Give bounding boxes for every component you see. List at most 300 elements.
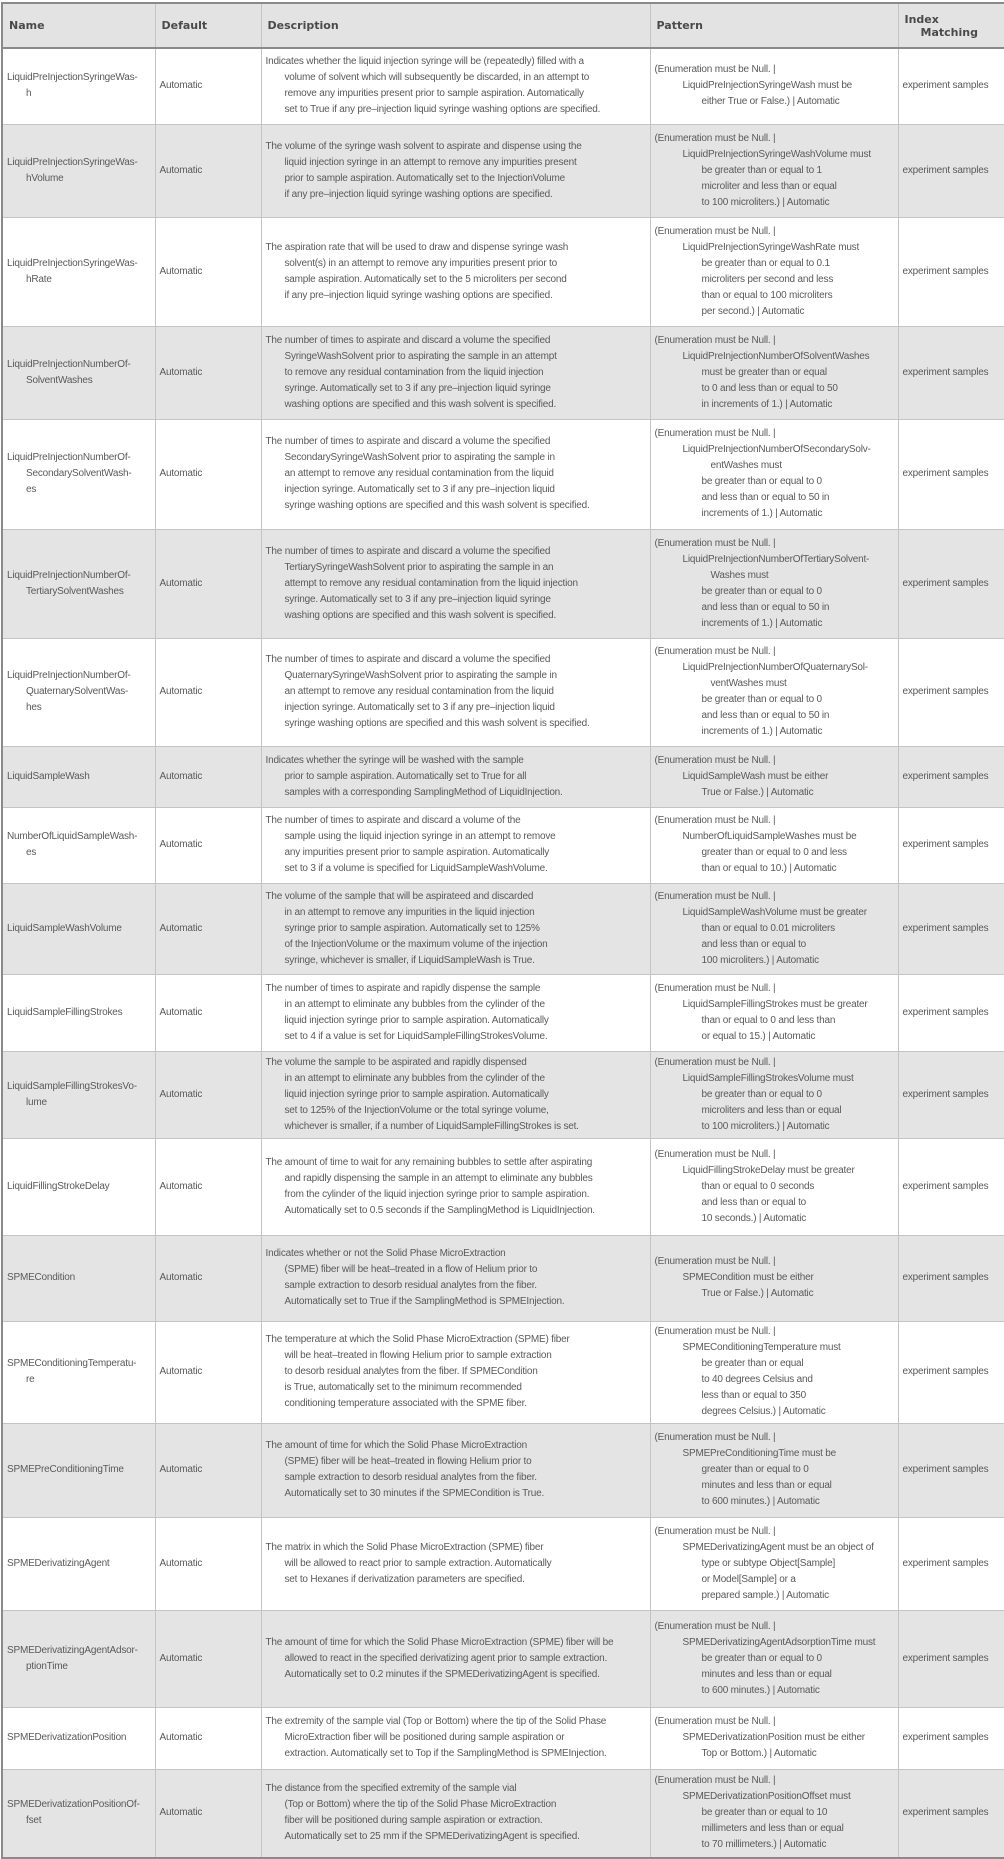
cell-name: [2, 1517, 155, 1610]
pattern-line: be greater than or equal to 0: [701, 1088, 822, 1100]
cell-name: [2, 1769, 155, 1858]
cell-description: [261, 1321, 650, 1423]
description-line: The volume of the sample that will be aspirateed and discarded: [265, 890, 534, 902]
table-row: [2, 1610, 1004, 1707]
cell-pattern: [650, 1610, 898, 1707]
pattern-line: be greater than or equal to 1: [701, 164, 822, 176]
cell-index-matching: experiment samples: [898, 883, 1004, 974]
table-row: [2, 1235, 1004, 1321]
pattern-line: microliters per second and less: [701, 273, 834, 285]
name-line: NumberOfLiquidSampleWash-: [7, 831, 138, 842]
pattern-line: be greater than or equal: [701, 1358, 804, 1369]
pattern-line: LiquidFillingStrokeDelay must be greater: [682, 1164, 855, 1176]
cell-description: [261, 1051, 650, 1138]
cell-index-matching: experiment samples: [898, 746, 1004, 807]
description-line: Indicates whether or not the Solid Phase MicroExtraction: [265, 1248, 506, 1259]
cell-index-matching: experiment samples: [898, 124, 1004, 217]
cell-description: [261, 974, 650, 1051]
cell-description: [261, 807, 650, 883]
cell-pattern: [650, 1707, 898, 1769]
description-line: The temperature at which the Solid Phase MicroExtraction (SPME) fiber: [265, 1334, 570, 1345]
table-row: [2, 1517, 1004, 1610]
description-line: washing options are specified and this wash solvent is specified.: [284, 609, 557, 621]
description-line: The number of times to aspirate and discard a volume of the: [265, 815, 521, 826]
pattern-line: than or equal to 100 microliters: [701, 289, 833, 301]
description-line: allowed to react in the specified derivatizing agent prior to sample extraction.: [284, 1652, 608, 1664]
cell-pattern: [650, 974, 898, 1051]
table-row: [2, 1138, 1004, 1235]
pattern-line: Top or Bottom.) | Automatic: [701, 1748, 817, 1759]
description-line: volume of solvent which will subsequently be discarded, in an attempt to: [284, 72, 590, 84]
description-line: TertiarySyringeWashSolvent prior to aspirating the sample in an: [284, 561, 554, 573]
description-line: The distance from the specified extremity of the sample vial: [265, 1783, 517, 1795]
pattern-line: LiquidSampleWashVolume must be greater: [682, 906, 867, 918]
pattern-line: or Model[Sample] or a: [701, 1573, 796, 1585]
description-line: syringe. Automatically set to 3 if any pre–injection liquid syringe: [284, 593, 551, 605]
cell-index-matching: experiment samples: [898, 1051, 1004, 1138]
cell-description: [261, 217, 650, 326]
pattern-line: SPMECondition must be either: [682, 1272, 814, 1283]
description-line: from the cylinder of the liquid injection syringe prior to sample aspiration.: [284, 1188, 590, 1200]
cell-pattern: [650, 529, 898, 638]
description-line: Automatically set to 0.5 seconds if the SamplingMethod is LiquidInjection.: [284, 1204, 595, 1216]
cell-default: Automatic: [155, 419, 261, 529]
pattern-line: either True or False.) | Automatic: [701, 96, 840, 108]
pattern-line: ventWashes must: [710, 678, 787, 689]
pattern-line: True or False.) | Automatic: [701, 1288, 814, 1299]
description-line: set to True if any pre–injection liquid syringe washing options are specified.: [284, 104, 601, 116]
header-description: Description: [261, 3, 650, 48]
description-line: set to 4 if a value is set for LiquidSampleFillingStrokesVolume.: [284, 1030, 548, 1042]
pattern-line: than or equal to 0.01 microliters: [701, 922, 835, 934]
pattern-line: and less than or equal to 50 in: [701, 710, 830, 721]
description-line: Automatically set to 0.2 minutes if the SPMEDerivatizingAgent is specified.: [284, 1668, 600, 1680]
table-row: [2, 1423, 1004, 1517]
description-line: liquid injection syringe prior to sample aspiration. Automatically: [284, 1014, 549, 1026]
pattern-line: millimeters and less than or equal: [701, 1823, 844, 1835]
name-line: LiquidSampleWashVolume: [7, 922, 122, 934]
table-row: [2, 746, 1004, 807]
description-line: to remove any residual contamination from the liquid injection: [284, 366, 544, 378]
description-line: The aspiration rate that will be used to draw and dispense syringe wash: [265, 241, 569, 253]
pattern-line: (Enumeration must be Null. |: [654, 754, 776, 766]
pattern-line: prepared sample.) | Automatic: [701, 1589, 829, 1601]
cell-default: Automatic: [155, 974, 261, 1051]
description-line: sample using the liquid injection syringe in an attempt to remove: [284, 831, 556, 842]
pattern-line: (Enumeration must be Null. |: [654, 1525, 776, 1537]
cell-pattern: [650, 1138, 898, 1235]
cell-default: Automatic: [155, 217, 261, 326]
pattern-line: (Enumeration must be Null. |: [654, 890, 776, 902]
name-line: LiquidSampleFillingStrokesVo-: [7, 1080, 137, 1092]
cell-description: [261, 529, 650, 638]
name-line: SPMEDerivatizingAgentAdsor-: [7, 1644, 138, 1656]
cell-pattern: [650, 807, 898, 883]
description-line: Automatically set to True if the SamplingMethod is SPMEInjection.: [284, 1296, 565, 1307]
description-line: set to 125% of the InjectionVolume or the total syringe volume,: [284, 1104, 549, 1116]
cell-index-matching: experiment samples: [898, 1769, 1004, 1858]
description-line: SyringeWashSolvent prior to aspirating the sample in an attempt: [284, 350, 557, 362]
name-line: TertiarySolventWashes: [26, 585, 124, 597]
pattern-line: than or equal to 0 and less than: [701, 1014, 836, 1026]
description-line: Automatically set to 30 minutes if the SPMECondition is True.: [284, 1488, 545, 1499]
cell-name: [2, 124, 155, 217]
description-line: prior to sample aspiration. Automatically set to True for all: [284, 770, 527, 782]
pattern-line: (Enumeration must be Null. |: [654, 225, 776, 237]
name-line: LiquidSampleFillingStrokes: [7, 1006, 123, 1018]
cell-pattern: [650, 1235, 898, 1321]
table-row: [2, 217, 1004, 326]
cell-index-matching: experiment samples: [898, 419, 1004, 529]
pattern-line: and less than or equal to 50 in: [701, 492, 830, 503]
cell-description: [261, 883, 650, 974]
name-line: hRate: [26, 273, 52, 285]
name-line: re: [26, 1374, 35, 1385]
name-line: QuaternarySolventWas-: [26, 686, 129, 697]
cell-name: [2, 217, 155, 326]
pattern-line: (Enumeration must be Null. |: [654, 1620, 776, 1632]
description-line: syringe washing options are specified and this wash solvent is specified.: [284, 718, 590, 729]
cell-name: [2, 746, 155, 807]
pattern-line: (Enumeration must be Null. |: [654, 428, 776, 439]
pattern-line: (Enumeration must be Null. |: [654, 1148, 776, 1160]
description-line: is True, automatically set to the minimum recommended: [284, 1382, 522, 1393]
description-line: sample extraction to desorb residual analytes from the fiber.: [284, 1472, 537, 1483]
pattern-line: greater than or equal to 0: [701, 1464, 809, 1475]
description-line: an attempt to remove any residual contamination from the liquid: [284, 468, 554, 479]
name-line: h: [26, 88, 32, 100]
cell-default: Automatic: [155, 48, 261, 124]
name-line: SPMECondition: [7, 1272, 75, 1283]
table-row: [2, 974, 1004, 1051]
pattern-line: LiquidPreInjectionNumberOfSolventWashes: [682, 350, 870, 362]
pattern-line: or equal to 15.) | Automatic: [701, 1030, 816, 1042]
pattern-line: be greater than or equal to 0: [701, 476, 822, 487]
table-row: [2, 529, 1004, 638]
pattern-line: (Enumeration must be Null. |: [654, 64, 776, 76]
description-line: fiber will be positioned during sample aspiration or extraction.: [284, 1815, 543, 1827]
description-line: (SPME) fiber will be heat–treated in flowing Helium prior to: [284, 1456, 532, 1467]
cell-name: [2, 1423, 155, 1517]
cell-name: [2, 1235, 155, 1321]
cell-description: [261, 1610, 650, 1707]
table-row: [2, 807, 1004, 883]
pattern-line: to 0 and less than or equal to 50: [701, 382, 838, 394]
name-line: LiquidSampleWash: [7, 770, 90, 782]
cell-pattern: [650, 124, 898, 217]
pattern-line: (Enumeration must be Null. |: [654, 982, 776, 994]
table-body: [2, 48, 1004, 1858]
pattern-line: 10 seconds.) | Automatic: [701, 1212, 807, 1224]
table-row: [2, 1321, 1004, 1423]
pattern-line: microliters and less than or equal: [701, 1104, 842, 1116]
cell-index-matching: experiment samples: [898, 807, 1004, 883]
cell-default: Automatic: [155, 1707, 261, 1769]
name-line: lume: [26, 1096, 47, 1108]
pattern-line: increments of 1.) | Automatic: [701, 508, 823, 519]
table-row: [2, 48, 1004, 124]
pattern-line: be greater than or equal to 0: [701, 1652, 822, 1664]
pattern-line: LiquidPreInjectionSyringeWashRate must: [682, 241, 860, 253]
description-line: in an attempt to eliminate any bubbles from the cylinder of the: [284, 1072, 545, 1084]
description-line: syringe washing options are specified and this wash solvent is specified.: [284, 500, 590, 511]
cell-default: Automatic: [155, 1769, 261, 1858]
pattern-line: be greater than or equal to 0: [701, 694, 822, 705]
table-row: [2, 638, 1004, 746]
description-line: sample aspiration. Automatically set to the 5 microliters per second: [284, 273, 567, 285]
name-line: SPMEDerivatizationPositionOf-: [7, 1799, 140, 1811]
name-line: LiquidPreInjectionSyringeWas-: [7, 257, 138, 269]
description-line: in an attempt to remove any impurities in the liquid injection: [284, 906, 535, 918]
header-index-matching: [898, 3, 1004, 48]
table-row: [2, 883, 1004, 974]
pattern-line: True or False.) | Automatic: [701, 786, 814, 798]
description-line: The amount of time for which the Solid Phase MicroExtraction (SPME) fiber will be: [265, 1636, 614, 1648]
cell-index-matching: experiment samples: [898, 638, 1004, 746]
cell-index-matching: experiment samples: [898, 1235, 1004, 1321]
name-line: LiquidPreInjectionNumberOf-: [7, 358, 131, 370]
name-line: SPMEDerivatizingAgent: [7, 1557, 110, 1569]
pattern-line: LiquidPreInjectionNumberOfQuaternarySol-: [682, 662, 868, 673]
table-row: [2, 1707, 1004, 1769]
pattern-line: be greater than or equal to 0.1: [701, 257, 830, 269]
description-line: The number of times to aspirate and discard a volume the specified: [265, 545, 551, 557]
name-line: LiquidPreInjectionNumberOf-: [7, 452, 131, 463]
description-line: in an attempt to eliminate any bubbles from the cylinder of the: [284, 998, 545, 1010]
cell-index-matching: experiment samples: [898, 326, 1004, 419]
cell-name: [2, 1051, 155, 1138]
pattern-line: and less than or equal to: [701, 1196, 807, 1208]
cell-description: [261, 48, 650, 124]
pattern-line: (Enumeration must be Null. |: [654, 1056, 776, 1068]
pattern-line: LiquidPreInjectionNumberOfSecondarySolv-: [682, 444, 871, 455]
description-line: any impurities present prior to sample aspiration. Automatically: [284, 847, 550, 858]
description-line: liquid injection syringe in an attempt to remove any impurities present: [284, 156, 577, 168]
cell-description: [261, 638, 650, 746]
cell-pattern: [650, 1423, 898, 1517]
pattern-line: (Enumeration must be Null. |: [654, 1326, 776, 1337]
description-line: syringe. Automatically set to 3 if any pre–injection liquid syringe: [284, 382, 551, 394]
cell-description: [261, 1138, 650, 1235]
cell-name: [2, 807, 155, 883]
cell-default: Automatic: [155, 883, 261, 974]
description-line: whichever is smaller, if a number of LiquidSampleFillingStrokes is set.: [284, 1120, 579, 1132]
pattern-line: to 100 microliters.) | Automatic: [701, 196, 830, 208]
pattern-line: (Enumeration must be Null. |: [654, 1775, 776, 1787]
pattern-line: SPMEDerivatizingAgent must be an object of: [682, 1541, 874, 1553]
cell-index-matching: experiment samples: [898, 1707, 1004, 1769]
cell-default: Automatic: [155, 1138, 261, 1235]
header-index-line2: Matching: [920, 25, 978, 39]
description-line: prior to sample aspiration. Automatically set to the InjectionVolume: [284, 172, 565, 184]
header-index-line1: Index: [904, 12, 939, 26]
table-row: [2, 1051, 1004, 1138]
cell-index-matching: experiment samples: [898, 1517, 1004, 1610]
pattern-line: type or subtype Object[Sample]: [701, 1557, 836, 1569]
cell-default: Automatic: [155, 124, 261, 217]
description-line: Automatically set to 25 mm if the SPMEDerivatizingAgent is specified.: [284, 1831, 580, 1843]
cell-default: Automatic: [155, 1321, 261, 1423]
pattern-line: LiquidSampleFillingStrokes must be greater: [682, 998, 868, 1010]
name-line: SPMEPreConditioningTime: [7, 1464, 124, 1475]
description-line: (SPME) fiber will be heat–treated in a flow of Helium prior to: [284, 1264, 538, 1275]
cell-name: [2, 529, 155, 638]
header-row: [2, 3, 1004, 48]
pattern-line: to 40 degrees Celsius and: [701, 1374, 813, 1385]
description-line: and rapidly dispensing the sample in an attempt to eliminate any bubbles: [284, 1172, 593, 1184]
description-line: injection syringe. Automatically set to 3 if any pre–injection liquid: [284, 702, 555, 713]
pattern-line: (Enumeration must be Null. |: [654, 815, 776, 826]
description-line: remove any impurities present prior to sample aspiration. Automatically: [284, 88, 584, 100]
description-line: SecondarySyringeWashSolvent prior to aspirating the sample in: [284, 452, 555, 463]
pattern-line: than or equal to 10.) | Automatic: [701, 863, 837, 874]
pattern-line: NumberOfLiquidSampleWashes must be: [682, 831, 857, 842]
cell-description: [261, 1423, 650, 1517]
description-line: The matrix in which the Solid Phase MicroExtraction (SPME) fiber: [265, 1541, 544, 1553]
name-line: SecondarySolventWash-: [26, 468, 132, 479]
cell-description: [261, 1235, 650, 1321]
cell-pattern: [650, 326, 898, 419]
cell-default: Automatic: [155, 1610, 261, 1707]
name-line: LiquidPreInjectionNumberOf-: [7, 670, 131, 681]
description-line: Indicates whether the liquid injection syringe will be (repeatedly) filled with a: [265, 56, 584, 68]
description-line: (Top or Bottom) where the tip of the Solid Phase MicroExtraction: [284, 1799, 557, 1811]
cell-pattern: [650, 1769, 898, 1858]
cell-name: [2, 419, 155, 529]
cell-default: Automatic: [155, 638, 261, 746]
pattern-line: (Enumeration must be Null. |: [654, 1432, 776, 1443]
description-line: The volume the sample to be aspirated and rapidly dispensed: [265, 1056, 527, 1068]
description-line: syringe, whichever is smaller, if LiquidSampleWash is True.: [284, 954, 535, 966]
cell-description: [261, 326, 650, 419]
description-line: if any pre–injection liquid syringe washing options are specified.: [284, 289, 553, 301]
description-line: will be heat–treated in flowing Helium prior to sample extraction: [284, 1350, 552, 1361]
description-line: to desorb residual analytes from the fiber. If SPMECondition: [284, 1366, 538, 1377]
pattern-line: minutes and less than or equal: [701, 1480, 832, 1491]
name-line: hVolume: [26, 172, 64, 184]
pattern-line: less than or equal to 350: [701, 1390, 807, 1401]
pattern-line: increments of 1.) | Automatic: [701, 617, 823, 629]
pattern-line: (Enumeration must be Null. |: [654, 537, 776, 549]
name-line: ptionTime: [26, 1660, 68, 1672]
description-line: of the InjectionVolume or the maximum volume of the injection: [284, 938, 548, 950]
description-line: The number of times to aspirate and discard a volume the specified: [265, 654, 551, 665]
description-line: extraction. Automatically set to Top if the SamplingMethod is SPMEInjection.: [284, 1748, 607, 1759]
pattern-line: increments of 1.) | Automatic: [701, 726, 823, 737]
cell-description: [261, 419, 650, 529]
pattern-line: LiquidSampleFillingStrokesVolume must: [682, 1072, 854, 1084]
name-line: LiquidFillingStrokeDelay: [7, 1180, 110, 1192]
pattern-line: entWashes must: [710, 460, 782, 471]
cell-default: Automatic: [155, 1517, 261, 1610]
table-row: [2, 124, 1004, 217]
table-row: [2, 1769, 1004, 1858]
cell-description: [261, 124, 650, 217]
cell-default: Automatic: [155, 326, 261, 419]
cell-pattern: [650, 746, 898, 807]
cell-index-matching: experiment samples: [898, 1423, 1004, 1517]
description-line: set to Hexanes if derivatization parameters are specified.: [284, 1573, 525, 1585]
header-name: Name: [2, 3, 155, 48]
cell-pattern: [650, 638, 898, 746]
description-line: The number of times to aspirate and discard a volume the specified: [265, 334, 551, 346]
cell-name: [2, 1707, 155, 1769]
pattern-line: (Enumeration must be Null. |: [654, 1256, 776, 1267]
description-line: syringe prior to sample aspiration. Automatically set to 125%: [284, 922, 540, 934]
description-line: sample extraction to desorb residual analytes from the fiber.: [284, 1280, 537, 1291]
pattern-line: be greater than or equal to 10: [701, 1807, 828, 1819]
pattern-line: and less than or equal to: [701, 938, 807, 950]
name-line: es: [26, 847, 37, 858]
cell-pattern: [650, 1321, 898, 1423]
cell-pattern: [650, 1051, 898, 1138]
cell-pattern: [650, 48, 898, 124]
pattern-line: (Enumeration must be Null. |: [654, 132, 776, 144]
description-line: MicroExtraction fiber will be positioned during sample aspiration or: [284, 1732, 565, 1743]
name-line: LiquidPreInjectionSyringeWas-: [7, 156, 138, 168]
description-line: The amount of time for which the Solid Phase MicroExtraction: [265, 1440, 527, 1451]
cell-index-matching: experiment samples: [898, 529, 1004, 638]
table-row: [2, 326, 1004, 419]
header-default: Default: [155, 3, 261, 48]
pattern-line: minutes and less than or equal: [701, 1668, 832, 1680]
pattern-line: greater than or equal to 0 and less: [701, 847, 847, 858]
name-line: LiquidPreInjectionSyringeWas-: [7, 72, 138, 84]
cell-name: [2, 638, 155, 746]
pattern-line: degrees Celsius.) | Automatic: [701, 1406, 826, 1417]
pattern-line: LiquidPreInjectionNumberOfTertiarySolvent-: [682, 553, 870, 565]
pattern-line: than or equal to 0 seconds: [701, 1180, 815, 1192]
pattern-line: SPMEDerivatizationPosition must be either: [682, 1732, 865, 1743]
pattern-line: to 100 microliters.) | Automatic: [701, 1120, 830, 1132]
description-line: if any pre–injection liquid syringe washing options are specified.: [284, 188, 553, 200]
pattern-line: be greater than or equal to 0: [701, 585, 822, 597]
name-line: hes: [26, 702, 42, 713]
pattern-line: 100 microliters.) | Automatic: [701, 954, 819, 966]
cell-index-matching: experiment samples: [898, 1138, 1004, 1235]
cell-default: Automatic: [155, 1423, 261, 1517]
description-line: attempt to remove any residual contamination from the liquid injection: [284, 577, 578, 589]
cell-name: [2, 1610, 155, 1707]
cell-pattern: [650, 419, 898, 529]
pattern-line: SPMEPreConditioningTime must be: [682, 1448, 836, 1459]
name-line: LiquidPreInjectionNumberOf-: [7, 569, 131, 581]
pattern-line: LiquidPreInjectionSyringeWash must be: [682, 80, 853, 92]
cell-index-matching: experiment samples: [898, 217, 1004, 326]
description-line: The number of times to aspirate and rapidly dispense the sample: [265, 982, 541, 994]
pattern-line: microliter and less than or equal: [701, 180, 837, 192]
cell-index-matching: experiment samples: [898, 974, 1004, 1051]
description-line: injection syringe. Automatically set to 3 if any pre–injection liquid: [284, 484, 555, 495]
pattern-line: to 600 minutes.) | Automatic: [701, 1684, 820, 1696]
description-line: The number of times to aspirate and discard a volume the specified: [265, 436, 551, 447]
name-line: SPMEDerivatizationPosition: [7, 1732, 127, 1743]
pattern-line: LiquidPreInjectionSyringeWashVolume must: [682, 148, 871, 160]
description-line: QuaternarySyringeWashSolvent prior to aspirating the sample in: [284, 670, 557, 681]
pattern-line: to 70 millimeters.) | Automatic: [701, 1839, 827, 1851]
description-line: samples with a corresponding SamplingMethod of LiquidInjection.: [284, 786, 563, 798]
description-line: an attempt to remove any residual contamination from the liquid: [284, 686, 554, 697]
cell-description: [261, 746, 650, 807]
name-line: SolventWashes: [26, 374, 93, 386]
pattern-line: SPMEConditioningTemperature must: [682, 1342, 841, 1353]
pattern-line: LiquidSampleWash must be either: [682, 770, 829, 782]
cell-name: [2, 1321, 155, 1423]
description-line: The volume of the syringe wash solvent to aspirate and dispense using the: [265, 140, 582, 152]
cell-name: [2, 974, 155, 1051]
cell-index-matching: experiment samples: [898, 1321, 1004, 1423]
pattern-line: SPMEDerivatizationPositionOffset must: [682, 1791, 851, 1803]
